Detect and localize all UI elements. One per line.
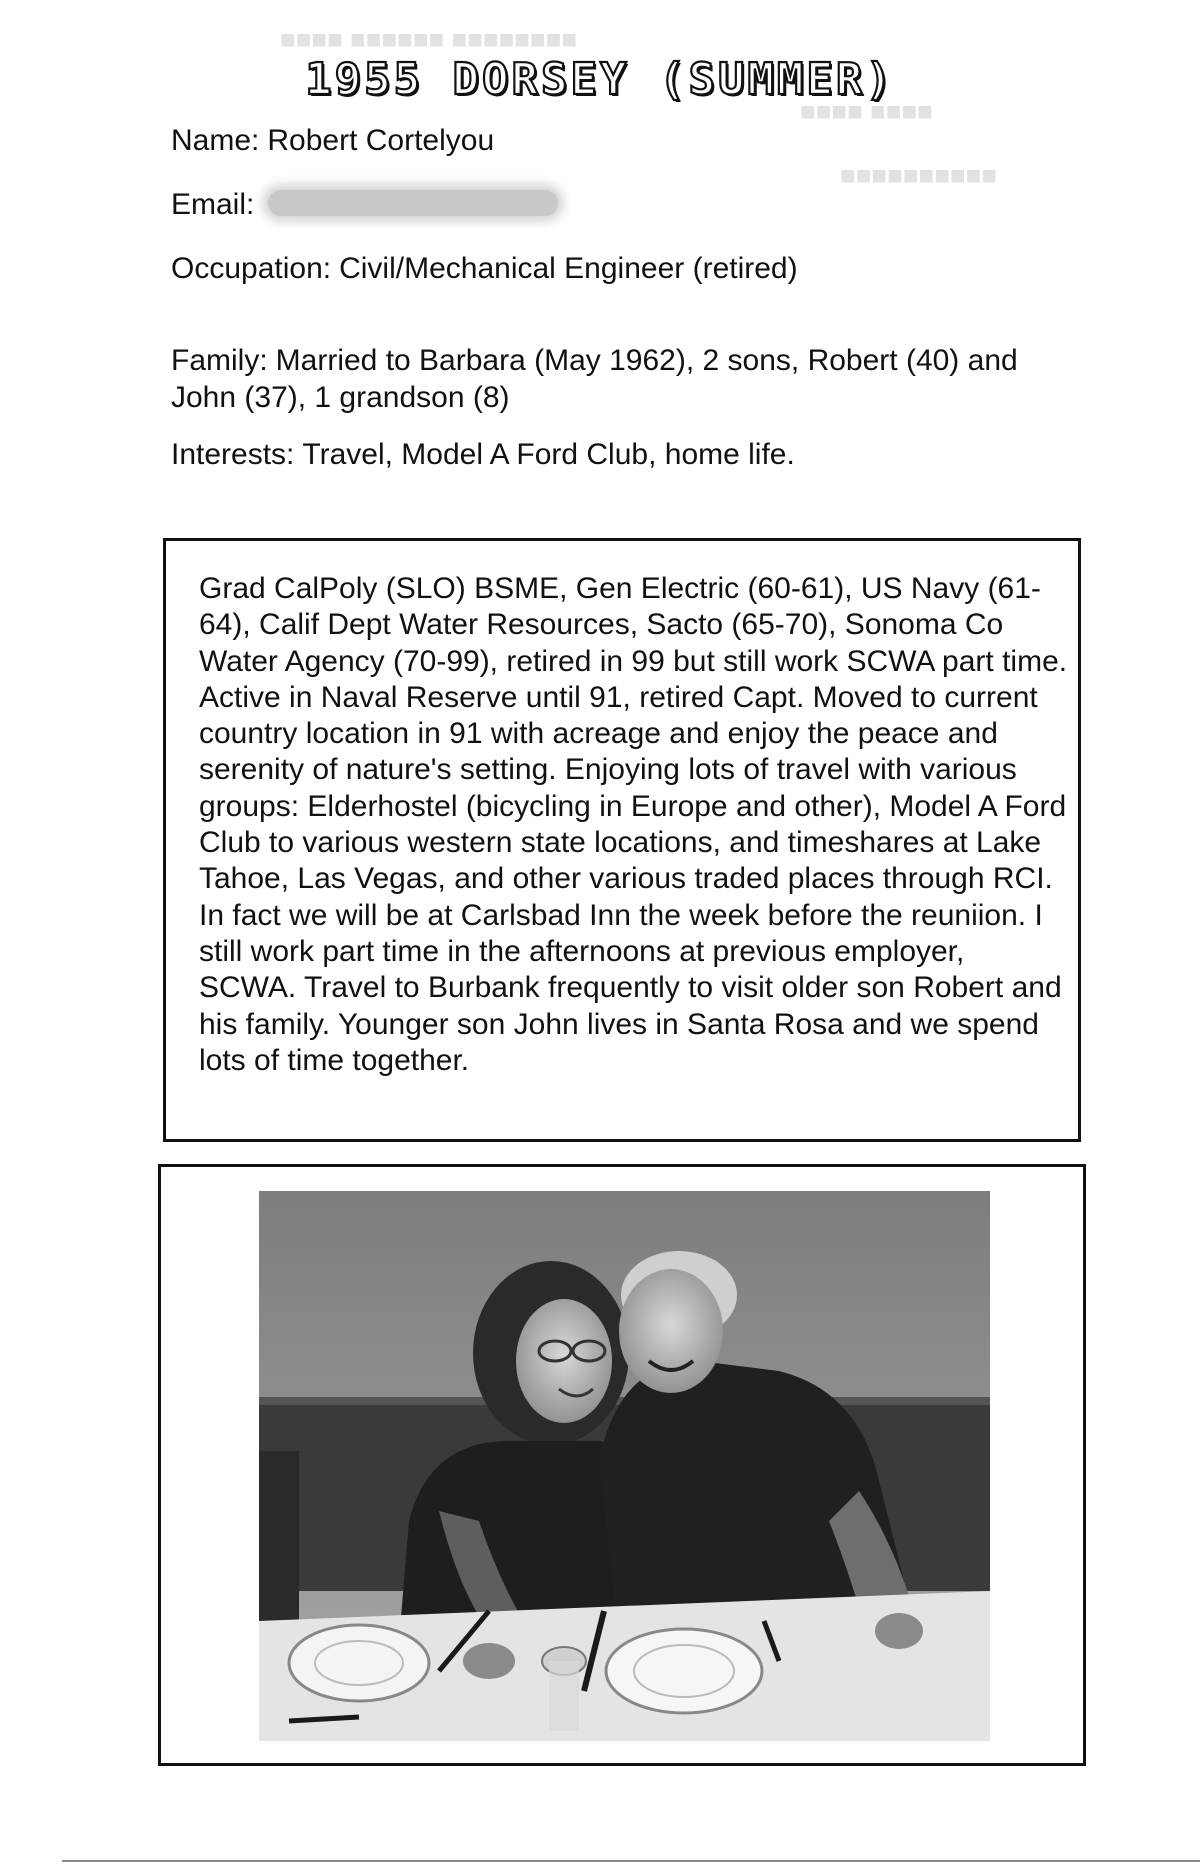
show-through-text: ■■■■ ■■■■■■ ■■■■■■■■: [280, 24, 578, 54]
biography-box: [163, 538, 1081, 1142]
biography-text: Grad CalPoly (SLO) BSME, Gen Electric (60-61), US Navy (61-64), Calif Dept Water Resources, Sacto (65-70), Sonoma Co Water Agency (70-99), retired in 99 but still work SCWA part time. Active in Naval Reserve until 91, retired Capt. Moved to current country location in 91 with acreage and enjoy the peace and serenity of nature's setting. Enjoying lots of travel with various groups: Elderhostel (bicycling in Europe and other), Model A Ford Club to various western state locations, and timeshares at Lake Tahoe, Las Vegas, and other various traded places through RCI. In fact we will be at Carlsbad Inn the week before the reuniion. I still work part time in the afternoons at previous employer, SCWA. Travel to Burbank frequently to visit older son Robert and his family. Younger son John lives in Santa Rosa and we spend lots of time together.: [199, 572, 1068, 1077]
redacted-email: [268, 190, 558, 216]
photo-frame: [158, 1164, 1086, 1766]
family-value: Married to Barbara (May 1962), 2 sons, Robert (40) and John (37), 1 grandson (8): [171, 344, 1018, 414]
name-value: Robert Cortelyou: [267, 124, 495, 157]
family-label: Family:: [171, 344, 268, 377]
photo-couple-at-dinner-table-icon: [259, 1191, 990, 1741]
show-through-text: ■■■■ ■■■■: [800, 96, 933, 126]
interests-row: [171, 436, 1091, 473]
name-label: Name:: [171, 124, 260, 157]
occupation-label: Occupation:: [171, 252, 332, 285]
interests-value: Travel, Model A Ford Club, home life.: [302, 438, 795, 471]
email-label: Email:: [171, 188, 255, 221]
interests-label: Interests:: [171, 438, 295, 471]
show-through-text: ■■■■■■■■■■: [840, 160, 998, 190]
page-bottom-rule: [62, 1860, 1200, 1862]
email-row: [171, 186, 1091, 223]
page-title: 1955 DORSEY (SUMMER): [305, 54, 895, 105]
occupation-value: Civil/Mechanical Engineer (retired): [339, 252, 798, 285]
occupation-row: [171, 250, 1091, 287]
couple-photo: [259, 1191, 990, 1741]
name-row: [171, 122, 1091, 159]
family-row: [171, 342, 1091, 416]
